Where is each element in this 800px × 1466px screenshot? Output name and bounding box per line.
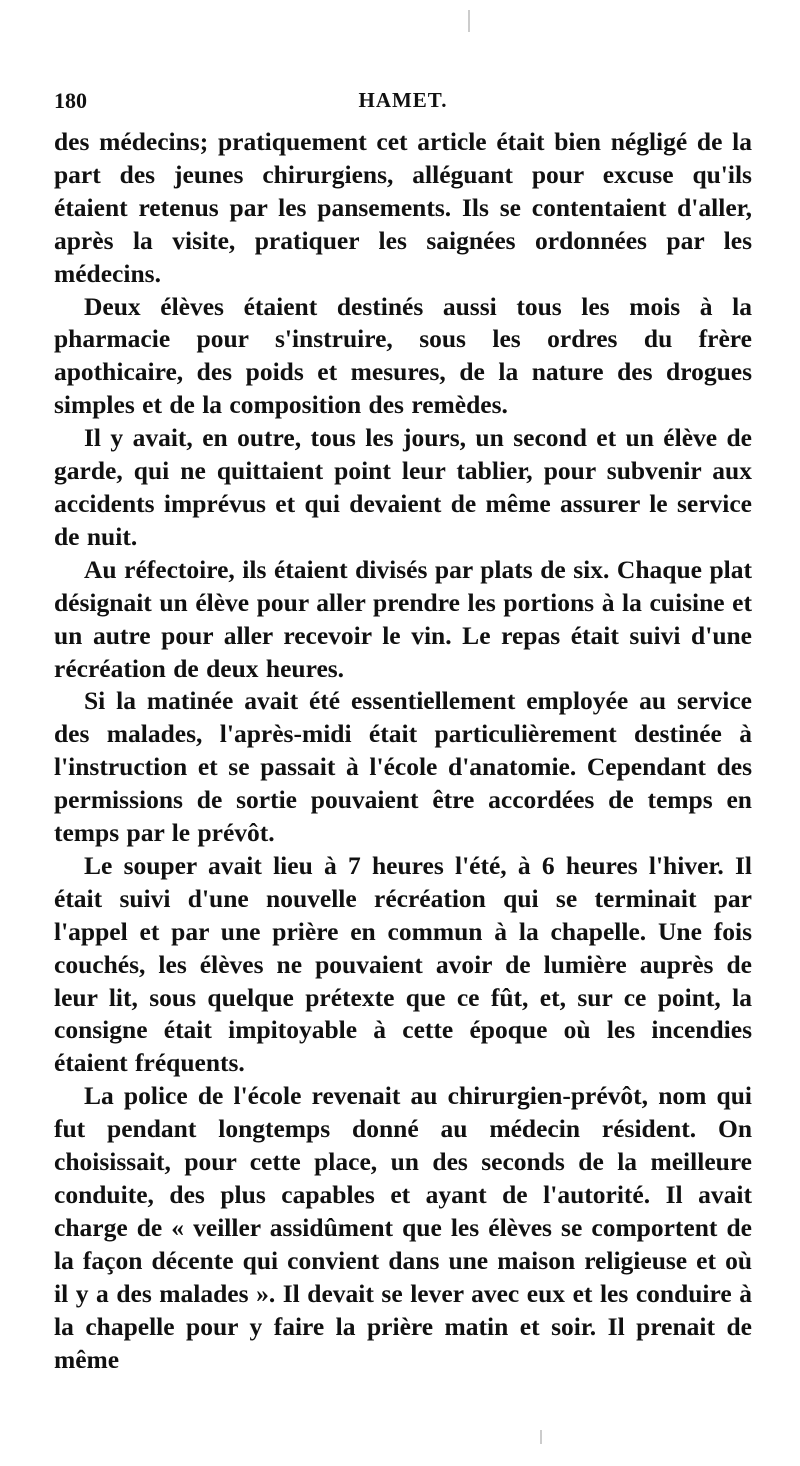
paragraph: La police de l'école revenait au chirurgien-prévôt, nom qui fut pendant longtemps donné au médecin résident. On choisissait, pour cette place, un des seconds de la meilleure conduite, des plus capables et ayant de l'autorité. Il avait charge de « veiller assidûment que les élèves se comportent de la façon décente qui convient dans une maison religieuse et où il y a des malades ». Il devait se lever avec eux et les conduire à la chapelle pour y faire la prière matin et soir. Il prenait de même — [54, 1081, 752, 1374]
scan-speck — [468, 10, 470, 32]
paragraph: Le souper avait lieu à 7 heures l'été, à 6 heures l'hiver. Il était suivi d'une nouvelle récréation qui se terminait par l'appel et par une prière en commun à la chapelle. Une fois couchés, les élèves ne pouvaient avoir de lumière auprès de leur lit, sous quelque prétexte que ce fût, et, sur ce point, la consigne était impitoyable à cette époque où les incendies étaient fréquents. — [54, 850, 752, 1078]
paragraph: Si la matinée avait été essentiellement employée au service des malades, l'après-midi était particulièrement destinée à l'instruction et se passait à l'école d'anatomie. Cependant des permissions de sortie pouvaient être accordées de temps en temps par le prévôt. — [54, 686, 752, 848]
running-head — [54, 88, 752, 118]
paragraph: des médecins; pratiquement cet article était bien négligé de la part des jeunes chirurgiens, alléguant pour excuse qu'ils étaient retenus par les pansements. Ils se contentaient d'aller, après la visite, pratiquer les saignées ordonnées par les médecins. — [54, 127, 752, 288]
paragraph: Il y avait, en outre, tous les jours, un second et un élève de garde, qui ne quittaient point leur tablier, pour subvenir aux accidents imprévus et qui devaient de même assurer le service de nuit. — [54, 423, 752, 551]
page-number: 180 — [54, 88, 87, 113]
paragraph: Deux élèves étaient destinés aussi tous les mois à la pharmacie pour s'instruire, sous les ordres du frère apothicaire, des poids et mesures, de la nature des drogues simples et de la composition des remèdes. — [54, 291, 752, 420]
body-text — [54, 126, 752, 1376]
paragraph: Au réfectoire, ils étaient divisés par plats de six. Chaque plat désignait un élève pour aller prendre les portions à la cuisine et un autre pour aller recevoir le vin. Le repas était suivi d'une récréation de deux heures. — [54, 554, 752, 683]
book-page — [54, 88, 752, 1376]
scan-speck — [540, 1430, 542, 1444]
running-title: HAMET. — [358, 88, 448, 112]
